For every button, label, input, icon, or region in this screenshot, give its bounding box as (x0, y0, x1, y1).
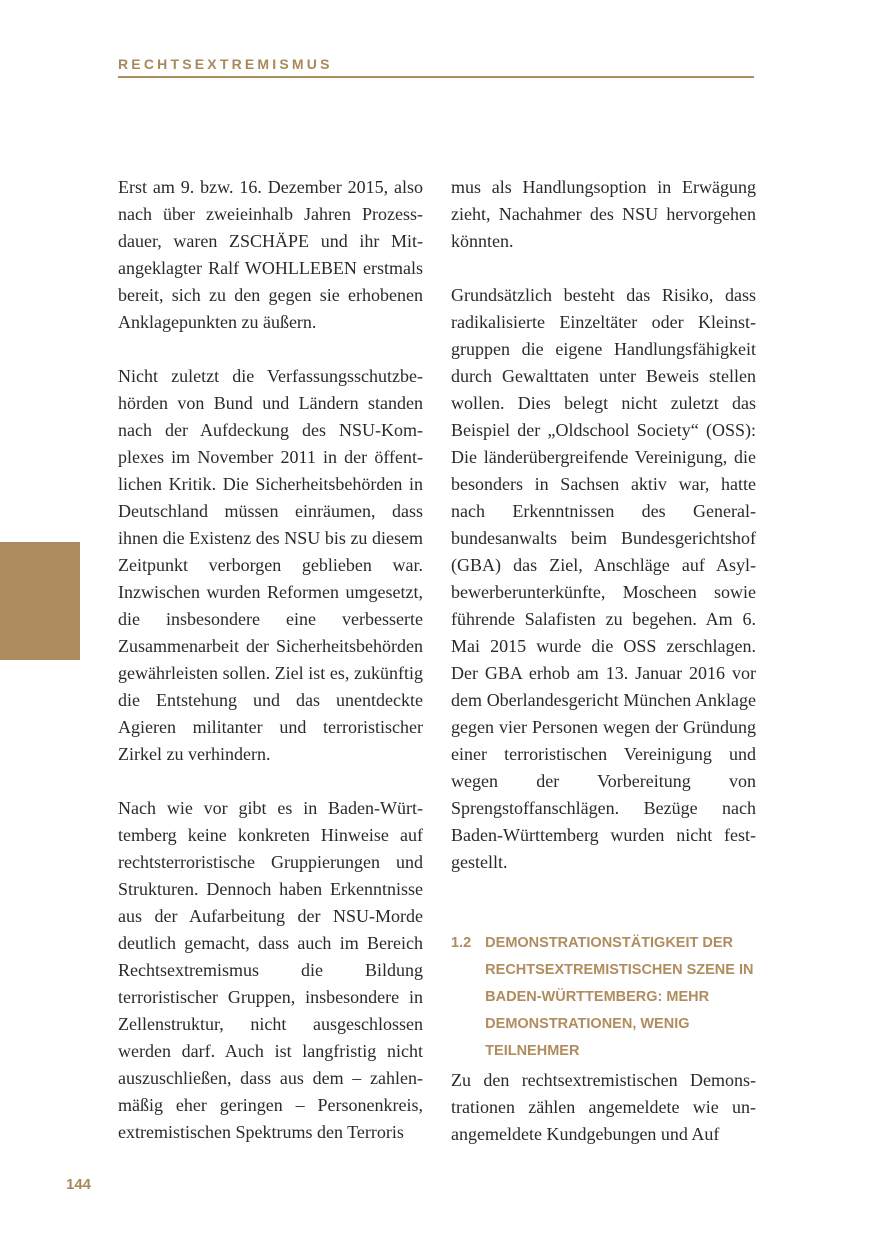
paragraph: Nach wie vor gibt es in Baden-Württemberg keine konkreten Hinweise auf rechtsterroristische Gruppierungen und Strukturen. Dennoch haben Erkenntnisse aus der Aufarbeitung der NSU-Morde deutlich gemacht, dass auch im Bereich Rechtsextremismus die Bildung terroristischer Gruppen, insbesondere in Zellenstruktur, nicht ausgeschlossen werden darf. Auch ist langfristig nicht auszuschließen, dass aus dem – zahlenmäßig eher geringen – Personenkreis, extremistischen Spektrums den Terroris (118, 798, 423, 1142)
paragraph: Grundsätzlich besteht das Risiko, dass radikalisierte Einzeltäter oder Kleinstgruppen die eigene Handlungsfähigkeit durch Gewalttaten unter Beweis stellen wollen. Dies belegt nicht zuletzt das Beispiel der „Oldschool Society“ (OSS): Die länderübergreifende Vereinigung, die besonders in Sachsen aktiv war, hatte nach Erkenntnissen des Generalbundesanwalts beim Bundesgerichtshof (GBA) das Ziel, Anschläge auf Asylbewerberunterkünfte, Moscheen sowie führende Salafisten zu begehen. Am 6. Mai 2015 wurde die OSS zerschlagen. Der GBA erhob am 13. Januar 2016 vor dem Oberlandesgericht München Anklage gegen vier Personen wegen der Gründung einer terroristischen Vereinigung und wegen der Vorbereitung von Sprengstoffanschlägen. Bezüge nach Baden-Württemberg wurden nicht festgestellt. (451, 285, 756, 872)
section-title: DEMONSTRATIONSTÄTIGKEIT DER RECHTSEXTREMISTISCHEN SZENE IN BADEN-WÜRTTEMBERG: MEHR DEMONSTRATIONEN, WENIG TEILNEHMER (485, 935, 754, 1059)
right-column (451, 174, 756, 1175)
page-number: 144 (66, 1176, 92, 1193)
chapter-side-tab (0, 542, 80, 660)
paragraph: mus als Handlungsoption in Erwägung zieht, Nachahmer des NSU hervorgehen könnten. (451, 177, 756, 251)
left-column (118, 174, 423, 1173)
section-number: 1.2 (451, 935, 472, 951)
paragraph: Erst am 9. bzw. 16. Dezember 2015, also nach über zweieinhalb Jahren Prozessdauer, waren ZSCHÄPE und ihr Mitangeklagter Ralf WOHLLEBEN erstmals bereit, sich zu den gegen sie erhobenen Anklagepunkten zu äußern. (118, 177, 423, 332)
running-header: RECHTSEXTREMISMUS (118, 56, 333, 72)
section-heading (451, 930, 756, 1065)
paragraph: Zu den rechtsextremistischen Demonstrationen zählen angemeldete wie unangemeldete Kundgebungen und Auf (451, 1070, 756, 1144)
paragraph: Nicht zuletzt die Verfassungsschutzbehörden von Bund und Ländern standen nach der Aufdeckung des NSU-Komplexes im November 2011 in der öffentlichen Kritik. Die Sicherheitsbehörden in Deutschland müssen einräumen, dass ihnen die Existenz des NSU bis zu diesem Zeitpunkt verborgen geblieben war. Inzwischen wurden Reformen umgesetzt, die insbesondere eine verbesserte Zusammenarbeit der Sicherheitsbehörden gewährleisten sollen. Ziel ist es, zukünftig die Entstehung und das unentdeckte Agieren militanter und terroristischer Zirkel zu verhindern. (118, 366, 423, 764)
header-rule (118, 76, 754, 78)
